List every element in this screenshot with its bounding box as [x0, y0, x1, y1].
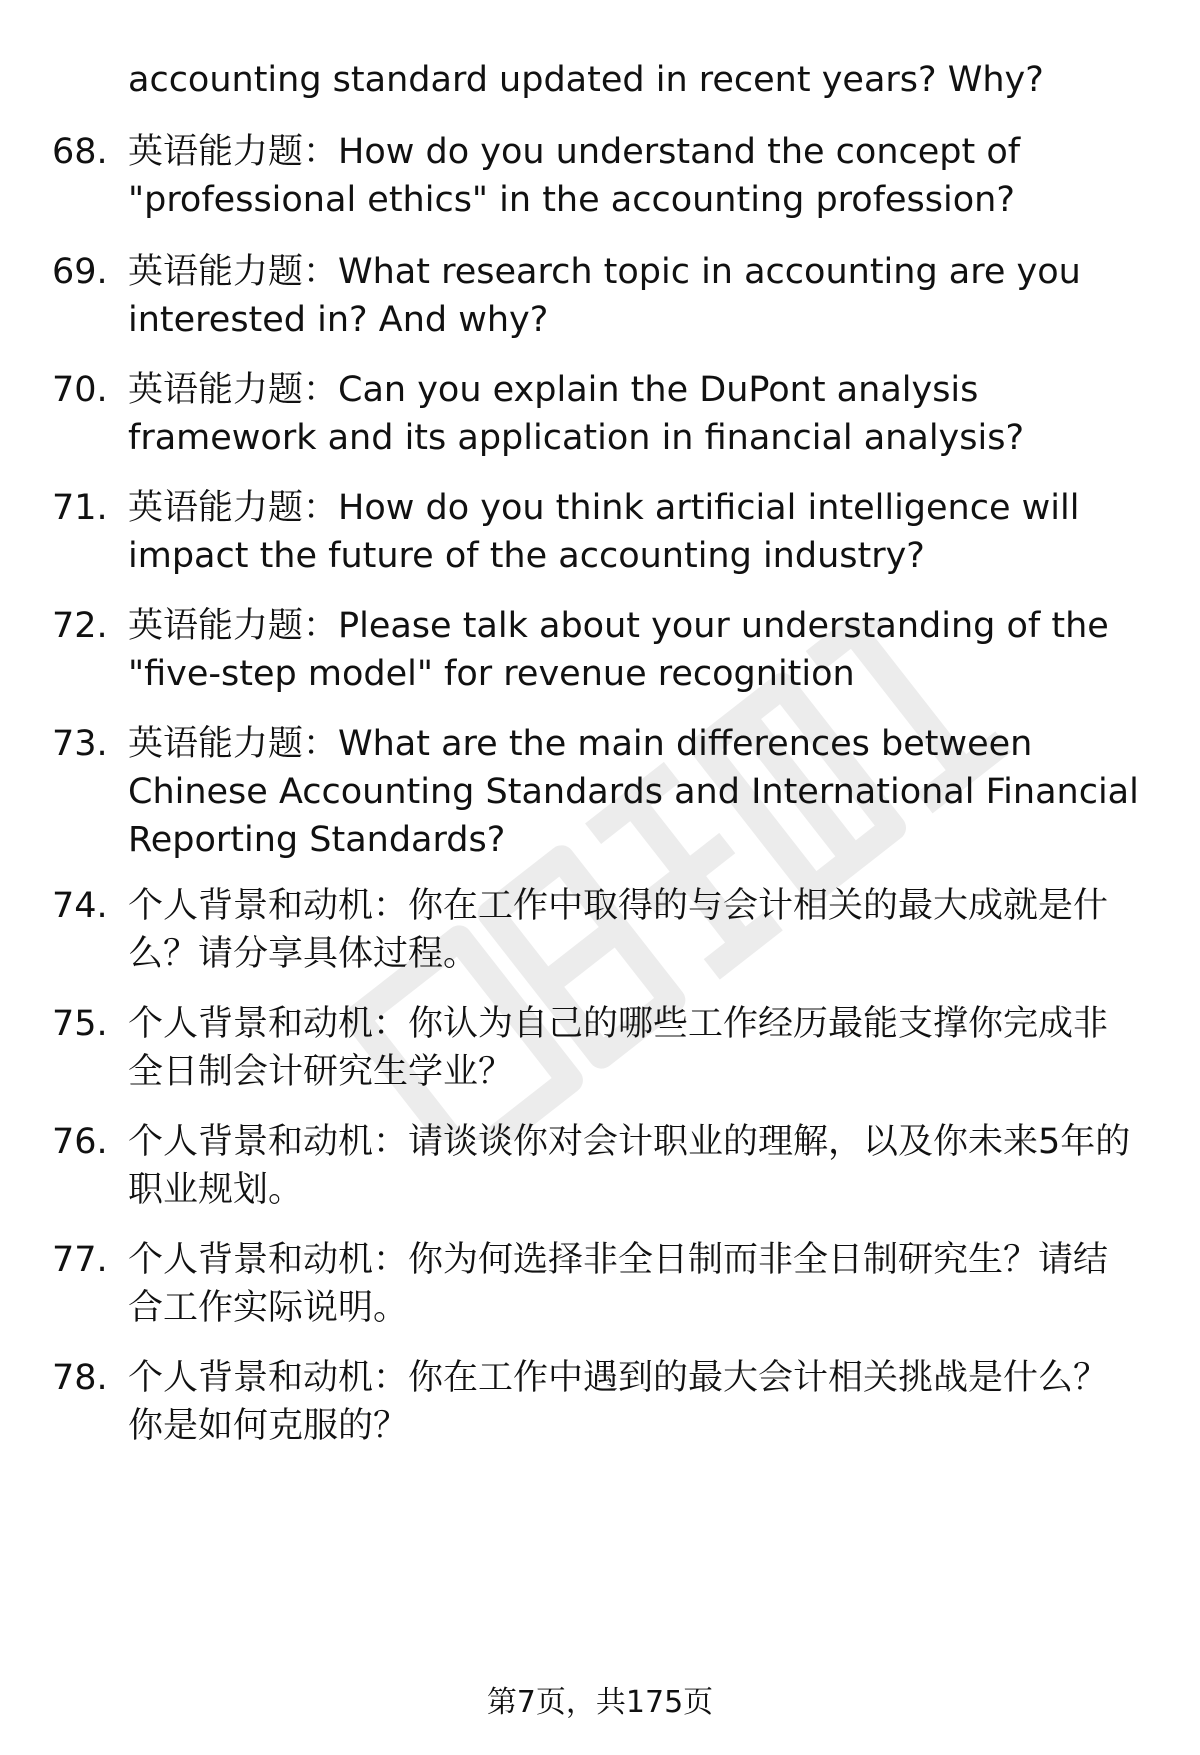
question-number: 68.: [52, 132, 108, 172]
question-item-78: [52, 1354, 1162, 1450]
page-footer: 第7页，共175页: [486, 1685, 714, 1720]
question-number: 70.: [52, 370, 108, 410]
question-text: 英语能力题：Please talk about your understanding of the "five-step model" for revenue recognition: [128, 606, 1109, 694]
question-number: 74.: [52, 886, 108, 926]
question-number: 76.: [52, 1122, 108, 1162]
question-item-76: [52, 1118, 1162, 1214]
question-text: 英语能力题：Can you explain the DuPont analysis framework and its application in financial analysis?: [128, 370, 1025, 458]
question-text: 个人背景和动机：你在工作中取得的与会计相关的最大成就是什 么？请分享具体过程。: [128, 886, 1109, 974]
question-item-68: [52, 128, 1162, 224]
question-text: 个人背景和动机：你为何选择非全日制而非全日制研究生？请结 合工作实际说明。: [128, 1240, 1109, 1328]
question-item-74: [52, 882, 1162, 978]
question-text: 个人背景和动机：你认为自己的哪些工作经历最能支撑你完成非 全日制会计研究生学业？: [128, 1004, 1109, 1092]
question-item-71: [52, 484, 1162, 580]
question-item-69: [52, 248, 1162, 344]
question-number: 72.: [52, 606, 108, 646]
question-number: 69.: [52, 252, 108, 292]
question-item-70: [52, 366, 1162, 462]
continued-question-text: accounting standard updated in recent years? Why?: [128, 60, 1044, 100]
question-text: 个人背景和动机：你在工作中遇到的最大会计相关挑战是什么？ 你是如何克服的？: [128, 1358, 1109, 1446]
question-number: 71.: [52, 488, 108, 528]
question-text: 英语能力题：How do you think artificial intelligence will impact the future of the accounting industry?: [128, 488, 1080, 576]
question-number: 77.: [52, 1240, 108, 1280]
question-item-75: [52, 1000, 1162, 1096]
question-number: 73.: [52, 724, 108, 764]
question-text: 英语能力题：What research topic in accounting are you interested in? And why?: [128, 252, 1081, 340]
question-number: 75.: [52, 1004, 108, 1044]
question-number: 78.: [52, 1358, 108, 1398]
question-item-73: [52, 720, 1162, 864]
question-text: 英语能力题：How do you understand the concept of "professional ethics" in the accounting profession?: [128, 132, 1021, 220]
question-item-72: [52, 602, 1162, 698]
question-text: 个人背景和动机：请谈谈你对会计职业的理解，以及你未来5年的 职业规划。: [128, 1122, 1131, 1210]
question-item-77: [52, 1236, 1162, 1332]
question-text: 英语能力题：What are the main differences between Chinese Accounting Standards and International Financial Reporting Standards?: [128, 724, 1139, 860]
